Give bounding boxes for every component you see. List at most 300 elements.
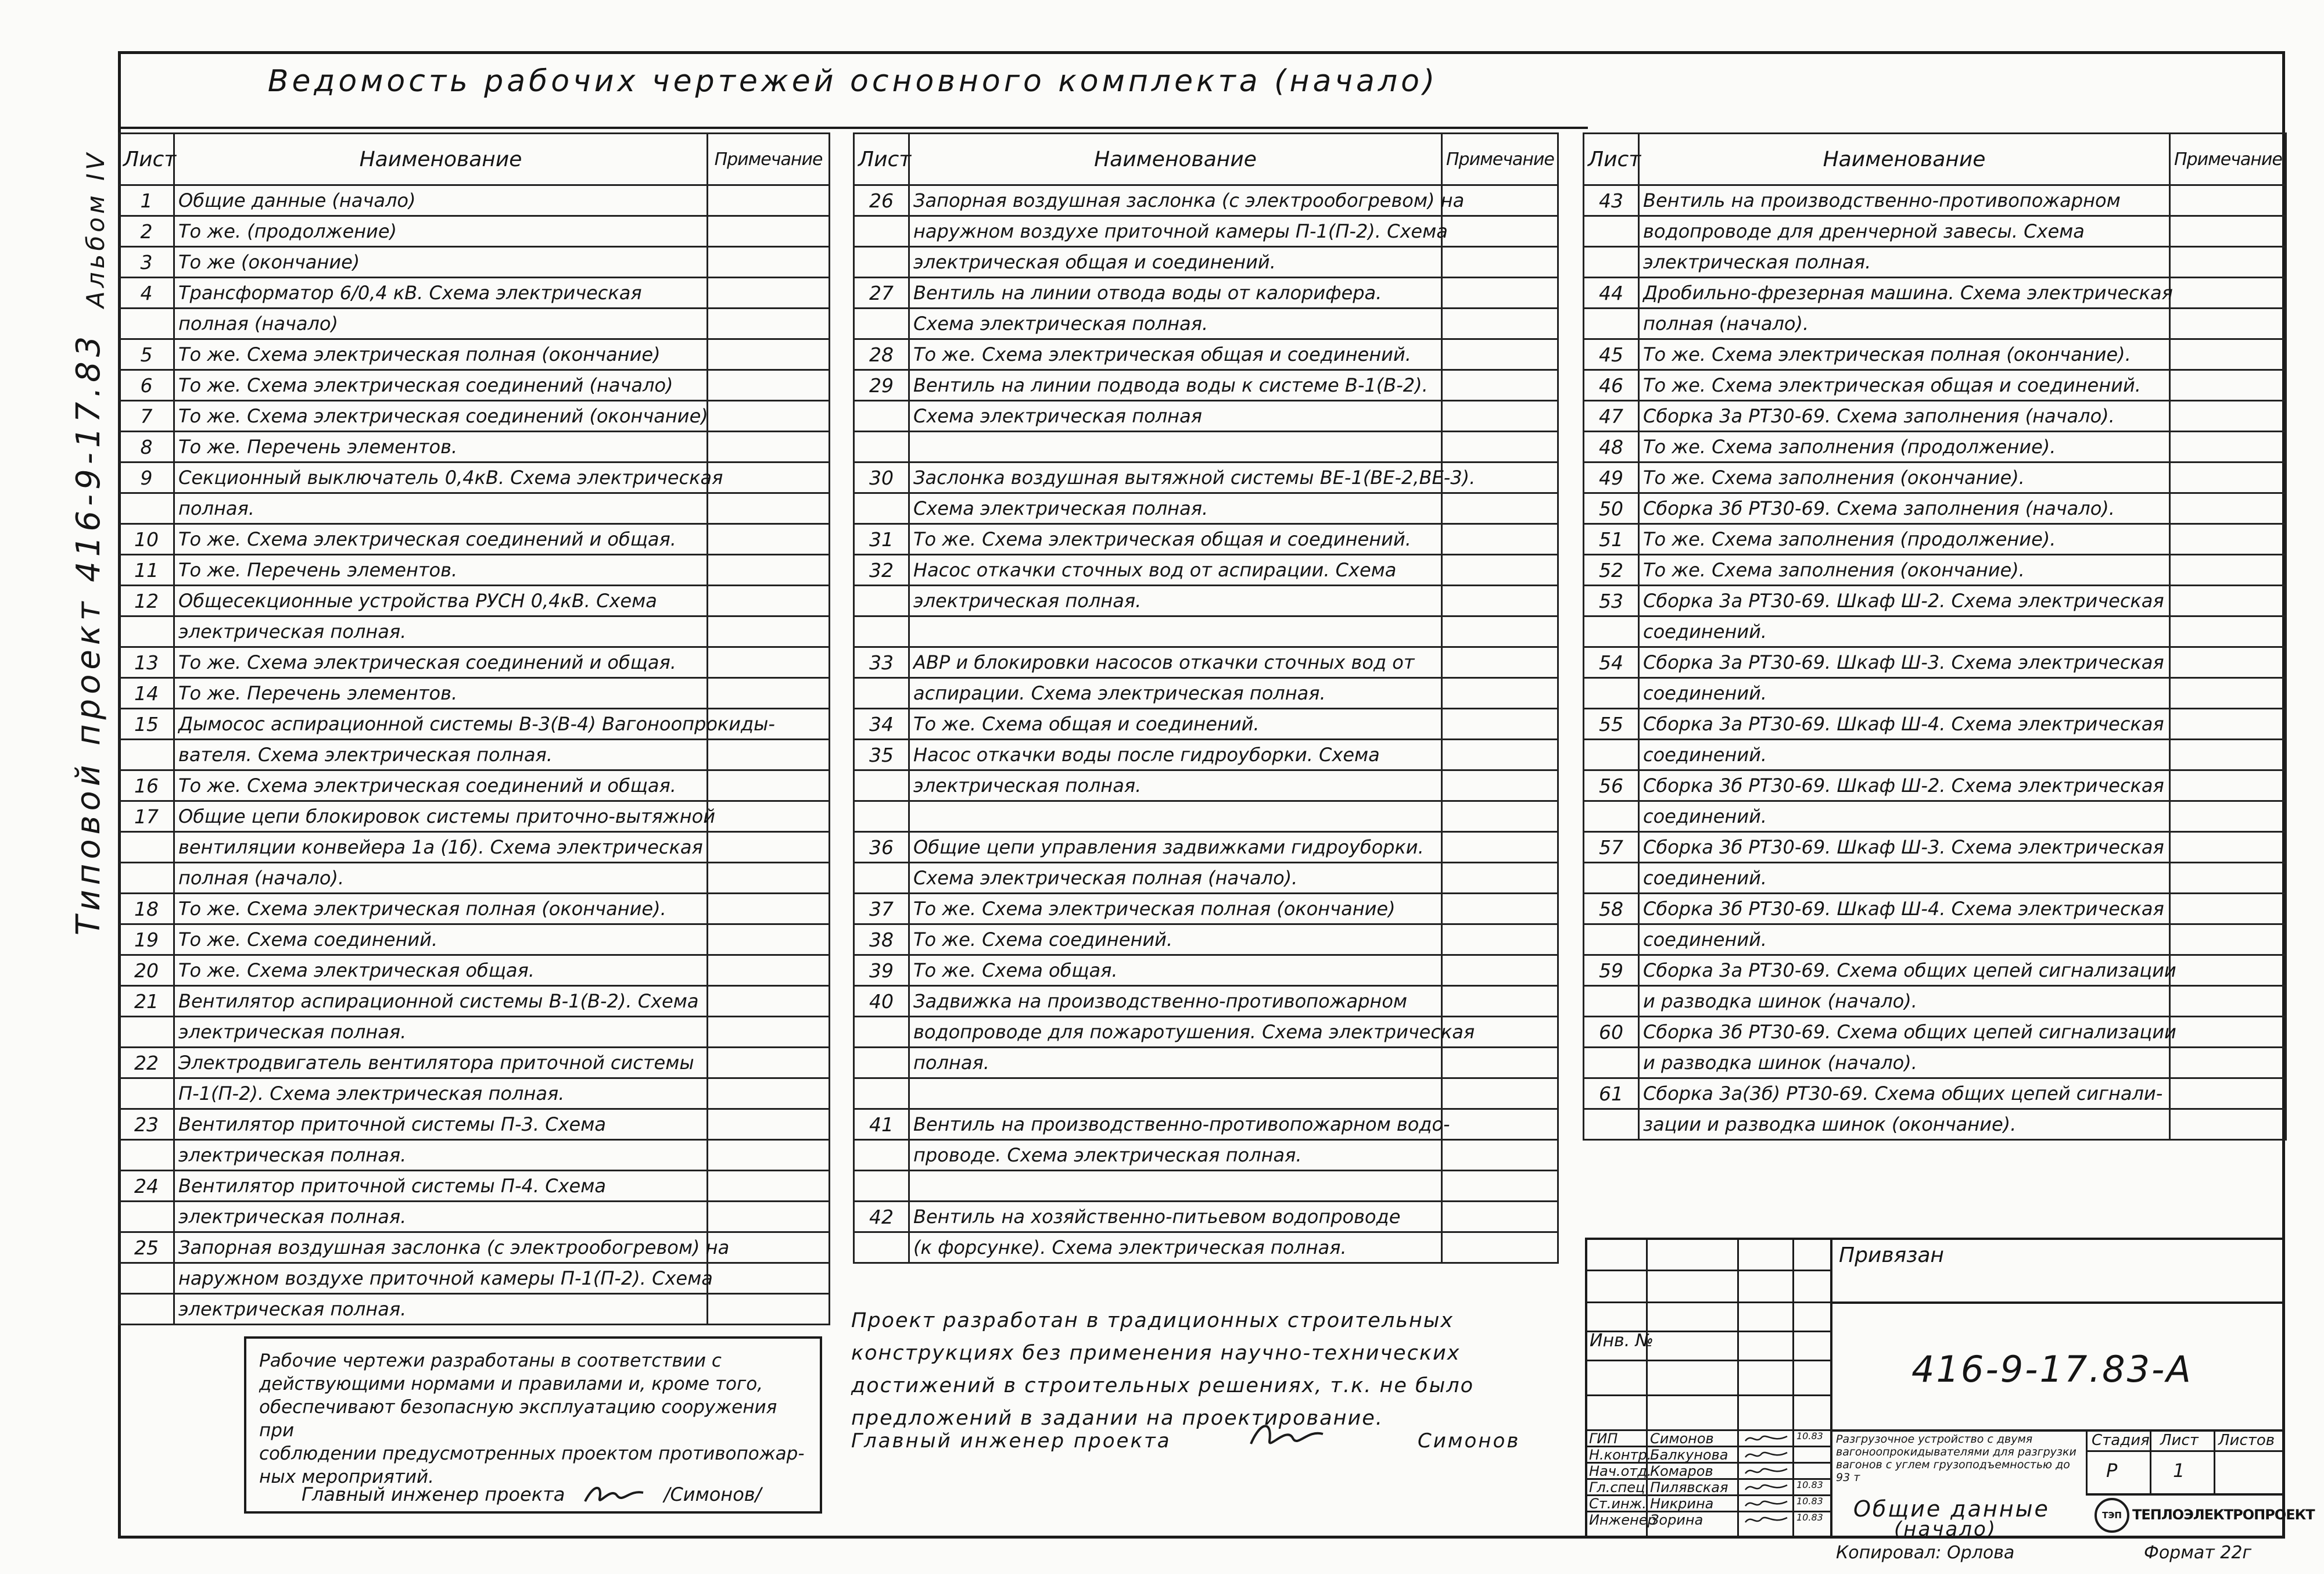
sheet-number (854, 432, 909, 462)
sheet-note (708, 1202, 830, 1232)
sheet-number: 6 (119, 370, 174, 401)
table-row (1584, 894, 2286, 924)
table-row (854, 1048, 1558, 1078)
sheet-number: 38 (854, 924, 909, 955)
sheet-note (2170, 924, 2286, 955)
sheet-title: Заслонка воздушная вытяжной системы ВЕ-1(ВЕ-2,ВЕ-3). (909, 462, 1442, 493)
sheet-title (909, 1171, 1442, 1202)
sheet-number (1584, 924, 1639, 955)
table-row (1584, 770, 2286, 801)
sheet-note (708, 647, 830, 678)
sheet-title: То же. Схема электрическая полная (окончание). (1639, 339, 2170, 370)
sheet-number: 50 (1584, 493, 1639, 524)
sheet-note (2170, 462, 2286, 493)
table-row (1584, 616, 2286, 647)
table-row (119, 1263, 830, 1294)
table-row (854, 709, 1558, 740)
sheet-title: вентиляции конвейера 1а (1б). Схема электрическая (174, 832, 708, 863)
sheet-number (119, 1202, 174, 1232)
table-row (854, 247, 1558, 278)
sheet-number (119, 863, 174, 894)
sheet-note (2170, 185, 2286, 216)
sheet-note (2170, 1109, 2286, 1140)
sheet-number (854, 216, 909, 247)
table-row (1584, 1017, 2286, 1048)
sheet-title: Сборка 3а РТ30-69. Схема заполнения (начало). (1639, 401, 2170, 432)
approval-name: Симонов (1650, 1430, 1714, 1447)
sheet-title: электрическая полная. (174, 1202, 708, 1232)
col-note-header: Примечание (708, 134, 830, 185)
sheet-note (2170, 370, 2286, 401)
sheet-number: 56 (1584, 770, 1639, 801)
sheet-title: Запорная воздушная заслонка (с электрообогревом) на (909, 185, 1442, 216)
approval-role: Нач.отд. (1589, 1463, 1652, 1479)
table-row (119, 1171, 830, 1202)
table-row (854, 1140, 1558, 1171)
sheet-title: электрическая полная. (174, 1140, 708, 1171)
doc-title-line-1: Общие данные (1853, 1496, 2050, 1522)
sheet-number (854, 770, 909, 801)
approval-date: 10.83 (1796, 1512, 1823, 1523)
sheet-title: То же. Схема электрическая соединений (окончание) (174, 401, 708, 432)
sheet-note (2170, 678, 2286, 709)
table-row (854, 678, 1558, 709)
table-row (1584, 832, 2286, 863)
table-row (119, 986, 830, 1017)
sheet-title: Насос откачки воды после гидроуборки. Схема (909, 740, 1442, 770)
sheet-note (708, 616, 830, 647)
sheet-number (854, 1078, 909, 1109)
sheet-number: 15 (119, 709, 174, 740)
sheet-note (1442, 216, 1558, 247)
table-row (119, 1017, 830, 1048)
sheet-title: Сборка 3б РТ30-69. Шкаф Ш-2. Схема электрическая (1639, 770, 2170, 801)
sheet-number: 3 (119, 247, 174, 278)
sheet-number (854, 1171, 909, 1202)
table-row (854, 616, 1558, 647)
sheet-title: электрическая полная. (174, 1017, 708, 1048)
table-row (1584, 863, 2286, 894)
sheet-note (1442, 1171, 1558, 1202)
sheet-number (854, 309, 909, 339)
sheet-note (2170, 524, 2286, 555)
sheet-title: вателя. Схема электрическая полная. (174, 740, 708, 770)
sheet-title: То же. Схема заполнения (продолжение). (1639, 432, 2170, 462)
approval-date: 10.83 (1796, 1496, 1823, 1507)
sheet-title: То же. Перечень элементов. (174, 678, 708, 709)
sheet-title: водопроводе для дренчерной завесы. Схема (1639, 216, 2170, 247)
sheet-number: 29 (854, 370, 909, 401)
table-row (119, 616, 830, 647)
sheet-title: (к форсунке). Схема электрическая полная. (909, 1232, 1442, 1263)
sheet-number: 28 (854, 339, 909, 370)
sheet-title: и разводка шинок (начало). (1639, 986, 2170, 1017)
sheet-note (1442, 955, 1558, 986)
sheet-number: 60 (1584, 1017, 1639, 1048)
sheet-note (2170, 647, 2286, 678)
sheet-note (1442, 555, 1558, 586)
sheet-note (1442, 524, 1558, 555)
sheet-number: 20 (119, 955, 174, 986)
sheet-note (708, 678, 830, 709)
table-row (119, 955, 830, 986)
sheet-number: 24 (119, 1171, 174, 1202)
table-row (1584, 524, 2286, 555)
sheet-note (708, 524, 830, 555)
sheet-number: 23 (119, 1109, 174, 1140)
sheet-number (1584, 986, 1639, 1017)
sheet-note (1442, 894, 1558, 924)
sheet-title (909, 1078, 1442, 1109)
sheet-title: Сборка 3а РТ30-69. Схема общих цепей сигнализации (1639, 955, 2170, 986)
signature-mark (1743, 1497, 1789, 1511)
sheet-title: Сборка 3б РТ30-69. Схема общих цепей сигнализации (1639, 1017, 2170, 1048)
sheet-note (708, 1294, 830, 1325)
sheet-note (1442, 770, 1558, 801)
sheet-number: 45 (1584, 339, 1639, 370)
table-row (119, 586, 830, 616)
col-sheet-header: Лист (1584, 134, 1639, 185)
sheet-note (1442, 616, 1558, 647)
col-name-header: Наименование (909, 134, 1442, 185)
sheet-title: водопроводе для пожаротушения. Схема электрическая (909, 1017, 1442, 1048)
sheet-note (2170, 616, 2286, 647)
org-logo-icon: ТЭП (2095, 1498, 2129, 1533)
table-row (854, 770, 1558, 801)
sheet-title: Секционный выключатель 0,4кВ. Схема электрическая (174, 462, 708, 493)
table-row (854, 955, 1558, 986)
sheet-title: То же. Схема электрическая полная (окончание). (174, 894, 708, 924)
sheet-note (2170, 1048, 2286, 1078)
sheet-title: То же. Схема электрическая общая. (174, 955, 708, 986)
sheet-title: Запорная воздушная заслонка (с электрообогревом) на (174, 1232, 708, 1263)
col-sheet-header: Лист (854, 134, 909, 185)
sheet-number: 31 (854, 524, 909, 555)
document-title: Ведомость рабочих чертежей основного комплекта (начало) (267, 64, 1439, 99)
approval-name: Балкунова (1650, 1447, 1728, 1463)
sheet-number (1584, 216, 1639, 247)
sheet-title: Вентиль на линии подвода воды к системе В-1(В-2). (909, 370, 1442, 401)
table-row (854, 401, 1558, 432)
sheet-note (1442, 1078, 1558, 1109)
sheet-number (119, 1017, 174, 1048)
table-row (119, 555, 830, 586)
inventory-label: Инв. № (1590, 1331, 1654, 1351)
sheet-title: То же. (продолжение) (174, 216, 708, 247)
sheet-note (708, 740, 830, 770)
sheet-number (854, 678, 909, 709)
sheet-number (119, 832, 174, 863)
sheet-number: 61 (1584, 1078, 1639, 1109)
sheet-title: Сборка 3б РТ30-69. Шкаф Ш-4. Схема электрическая (1639, 894, 2170, 924)
sheet-note (708, 278, 830, 309)
project-label: Типовой проект 416-9-17.83 (70, 331, 107, 935)
table-row (1584, 1109, 2286, 1140)
table-row (1584, 1078, 2286, 1109)
sheet-title: Задвижка на производственно-противопожарном (909, 986, 1442, 1017)
sheet-number: 30 (854, 462, 909, 493)
col-name-header: Наименование (174, 134, 708, 185)
sheet-number: 58 (1584, 894, 1639, 924)
sheet-number (1584, 1109, 1639, 1140)
sheet-note (708, 555, 830, 586)
sheet-number: 41 (854, 1109, 909, 1140)
col-name-header: Наименование (1639, 134, 2170, 185)
sheet-number (854, 1048, 909, 1078)
col-note-header: Примечание (2170, 134, 2286, 185)
sheet-number: 21 (119, 986, 174, 1017)
table-row (854, 832, 1558, 863)
sheet-note (708, 586, 830, 616)
table-row (119, 339, 830, 370)
sheet-number (119, 493, 174, 524)
approval-role: ГИП (1589, 1430, 1618, 1447)
sheet-note (2170, 986, 2286, 1017)
sheet-title: Сборка 3б РТ30-69. Схема заполнения (начало). (1639, 493, 2170, 524)
sheet-number: 40 (854, 986, 909, 1017)
sheet-title: Сборка 3а РТ30-69. Шкаф Ш-4. Схема электрическая (1639, 709, 2170, 740)
sheet-number: 59 (1584, 955, 1639, 986)
sheet-note (2170, 740, 2286, 770)
table-row (1584, 647, 2286, 678)
sheet-label: Лист (2160, 1432, 2199, 1449)
sheet-note (2170, 863, 2286, 894)
sheet-note (1442, 309, 1558, 339)
sheet-number: 46 (1584, 370, 1639, 401)
sheet-number (854, 1232, 909, 1263)
sheet-note (708, 1017, 830, 1048)
sheet-note (1442, 986, 1558, 1017)
sheet-number (854, 247, 909, 278)
table-row (119, 309, 830, 339)
sheet-note (708, 955, 830, 986)
table-row (1584, 462, 2286, 493)
signature-mark (1743, 1432, 1789, 1446)
sheet-number (1584, 247, 1639, 278)
sheet-number (119, 309, 174, 339)
middle-signer-name: Симонов (1418, 1429, 1520, 1453)
sheet-title: наружном воздухе приточной камеры П-1(П-2). Схема (174, 1263, 708, 1294)
table-row (854, 801, 1558, 832)
sheet-note (708, 1140, 830, 1171)
sheet-note (1442, 339, 1558, 370)
table-row (119, 894, 830, 924)
sheet-title: Общие цепи управления задвижками гидроуборки. (909, 832, 1442, 863)
sheet-number: 55 (1584, 709, 1639, 740)
sheet-number (119, 1263, 174, 1294)
sheet-title: То же. Перечень элементов. (174, 432, 708, 462)
table-row (119, 678, 830, 709)
sheet-title: проводе. Схема электрическая полная. (909, 1140, 1442, 1171)
sheet-number: 32 (854, 555, 909, 586)
sheet-title: аспирации. Схема электрическая полная. (909, 678, 1442, 709)
sheet-number (119, 1294, 174, 1325)
table-row (1584, 555, 2286, 586)
table-row (854, 432, 1558, 462)
sheet-note (708, 1078, 830, 1109)
sheet-note (2170, 309, 2286, 339)
table-row (119, 1109, 830, 1140)
sheet-note (2170, 955, 2286, 986)
sheet-number: 12 (119, 586, 174, 616)
sheets-table-2 (853, 132, 1559, 1264)
sheet-title: соединений. (1639, 616, 2170, 647)
sheet-title: электрическая полная. (909, 770, 1442, 801)
sheet-title: Общесекционные устройства РУСН 0,4кВ. Схема (174, 586, 708, 616)
sheet-number (1584, 863, 1639, 894)
sheet-note (1442, 370, 1558, 401)
sheet-number: 14 (119, 678, 174, 709)
sheet-note (708, 401, 830, 432)
sheet-number (1584, 1048, 1639, 1078)
sheet-title: П-1(П-2). Схема электрическая полная. (174, 1078, 708, 1109)
sheet-note (708, 986, 830, 1017)
sheet-number (854, 616, 909, 647)
table-row (119, 278, 830, 309)
sheet-title: Вентиль на производственно-противопожарном (1639, 185, 2170, 216)
sheet-number (119, 740, 174, 770)
approval-date: 10.83 (1796, 1430, 1823, 1442)
sheet-note (2170, 1017, 2286, 1048)
sheet-number: 26 (854, 185, 909, 216)
sheet-note (1442, 247, 1558, 278)
sheet-note (1442, 740, 1558, 770)
sheet-title (909, 801, 1442, 832)
sheet-note (708, 801, 830, 832)
sheet-value: 1 (2173, 1460, 2185, 1482)
approval-name: Никрина (1650, 1496, 1714, 1512)
album-label: Альбом IV (81, 149, 110, 308)
table-row (854, 986, 1558, 1017)
sheet-note (708, 863, 830, 894)
sheet-number (854, 401, 909, 432)
sheet-title: То же. Схема электрическая полная (окончание) (909, 894, 1442, 924)
sheet-title: То же. Перечень элементов. (174, 555, 708, 586)
table-row (854, 216, 1558, 247)
sheet-title: То же. Схема электрическая соединений и общая. (174, 770, 708, 801)
approval-role: Гл.спец. (1589, 1479, 1649, 1496)
table-row (119, 185, 830, 216)
sheet-number: 57 (1584, 832, 1639, 863)
table-row (854, 924, 1558, 955)
sheet-title: То же. Схема общая. (909, 955, 1442, 986)
table-row (1584, 401, 2286, 432)
sheet-title: Вентиль на хозяйственно-питьевом водопроводе (909, 1202, 1442, 1232)
table-row (1584, 1048, 2286, 1078)
table-row (1584, 955, 2286, 986)
sheet-number (1584, 801, 1639, 832)
table-row (1584, 185, 2286, 216)
sheet-number: 34 (854, 709, 909, 740)
table-row (119, 524, 830, 555)
stage-value: Р (2106, 1460, 2118, 1482)
sheet-number (854, 863, 909, 894)
table-row (854, 740, 1558, 770)
sheet-note (2170, 801, 2286, 832)
table-row (119, 832, 830, 863)
sheet-number: 47 (1584, 401, 1639, 432)
sheet-title: Схема электрическая полная. (909, 309, 1442, 339)
sheet-number (854, 586, 909, 616)
sheet-number (1584, 309, 1639, 339)
sheet-note (1442, 801, 1558, 832)
table-row (119, 1232, 830, 1263)
sheet-title: Сборка 3а(3б) РТ30-69. Схема общих цепей сигнали- (1639, 1078, 2170, 1109)
sheet-number: 53 (1584, 586, 1639, 616)
sheet-note (1442, 1140, 1558, 1171)
sheet-note (1442, 678, 1558, 709)
table-row (1584, 709, 2286, 740)
sheet-title: соединений. (1639, 924, 2170, 955)
table-row (854, 493, 1558, 524)
sheet-title: То же. Схема заполнения (продолжение). (1639, 524, 2170, 555)
approval-name: Комаров (1650, 1463, 1713, 1479)
table-row (854, 339, 1558, 370)
sheet-title: электрическая полная. (174, 616, 708, 647)
sheet-number: 8 (119, 432, 174, 462)
table-row (854, 462, 1558, 493)
table-row (119, 1202, 830, 1232)
signature-mark (1743, 1513, 1789, 1527)
sheet-note (1442, 709, 1558, 740)
compliance-note-box (244, 1336, 822, 1514)
copied-by: Копировал: Орлова (1836, 1543, 2015, 1563)
sheet-title: Общие данные (начало) (174, 185, 708, 216)
sheet-title: зации и разводка шинок (окончание). (1639, 1109, 2170, 1140)
sheet-title: Сборка 3а РТ30-69. Шкаф Ш-2. Схема электрическая (1639, 586, 2170, 616)
table-row (119, 370, 830, 401)
table-row (1584, 309, 2286, 339)
sheet-title: полная. (174, 493, 708, 524)
sheet-title: Вентиль на производственно-противопожарном водо- (909, 1109, 1442, 1140)
sheet-number: 49 (1584, 462, 1639, 493)
sheet-note (708, 432, 830, 462)
sheet-number (119, 616, 174, 647)
middle-signer-label: Главный инженер проекта (851, 1429, 1171, 1453)
sheet-title: наружном воздухе приточной камеры П-1(П-2). Схема (909, 216, 1442, 247)
table-row (1584, 432, 2286, 462)
sheet-note (708, 832, 830, 863)
sheet-title: То же. Схема заполнения (окончание). (1639, 555, 2170, 586)
sheet-number: 43 (1584, 185, 1639, 216)
sheet-number: 4 (119, 278, 174, 309)
sheet-title: Дымосос аспирационной системы В-3(В-4) Вагоноопрокиды- (174, 709, 708, 740)
sheet-note (2170, 432, 2286, 462)
approval-role: Н.контр. (1589, 1447, 1652, 1463)
sheet-note (1442, 1232, 1558, 1263)
sheet-number: 25 (119, 1232, 174, 1263)
sheet-title: соединений. (1639, 740, 2170, 770)
sheet-title: То же (окончание) (174, 247, 708, 278)
sheet-title: электрическая полная. (909, 586, 1442, 616)
table-row (854, 863, 1558, 894)
sheet-note (708, 462, 830, 493)
table-row (119, 924, 830, 955)
sheet-title: Схема электрическая полная. (909, 493, 1442, 524)
table-row (854, 647, 1558, 678)
sheet-title: Вентилятор приточной системы П-3. Схема (174, 1109, 708, 1140)
table-row (854, 309, 1558, 339)
sheet-number (854, 1017, 909, 1048)
table-row (119, 863, 830, 894)
approval-name: Зорина (1650, 1512, 1703, 1528)
sheet-title: То же. Схема электрическая общая и соединений. (909, 524, 1442, 555)
sheet-note (2170, 339, 2286, 370)
sheet-note (2170, 586, 2286, 616)
sheet-number: 19 (119, 924, 174, 955)
col-note-header: Примечание (1442, 134, 1558, 185)
signature-mark (1743, 1464, 1789, 1478)
